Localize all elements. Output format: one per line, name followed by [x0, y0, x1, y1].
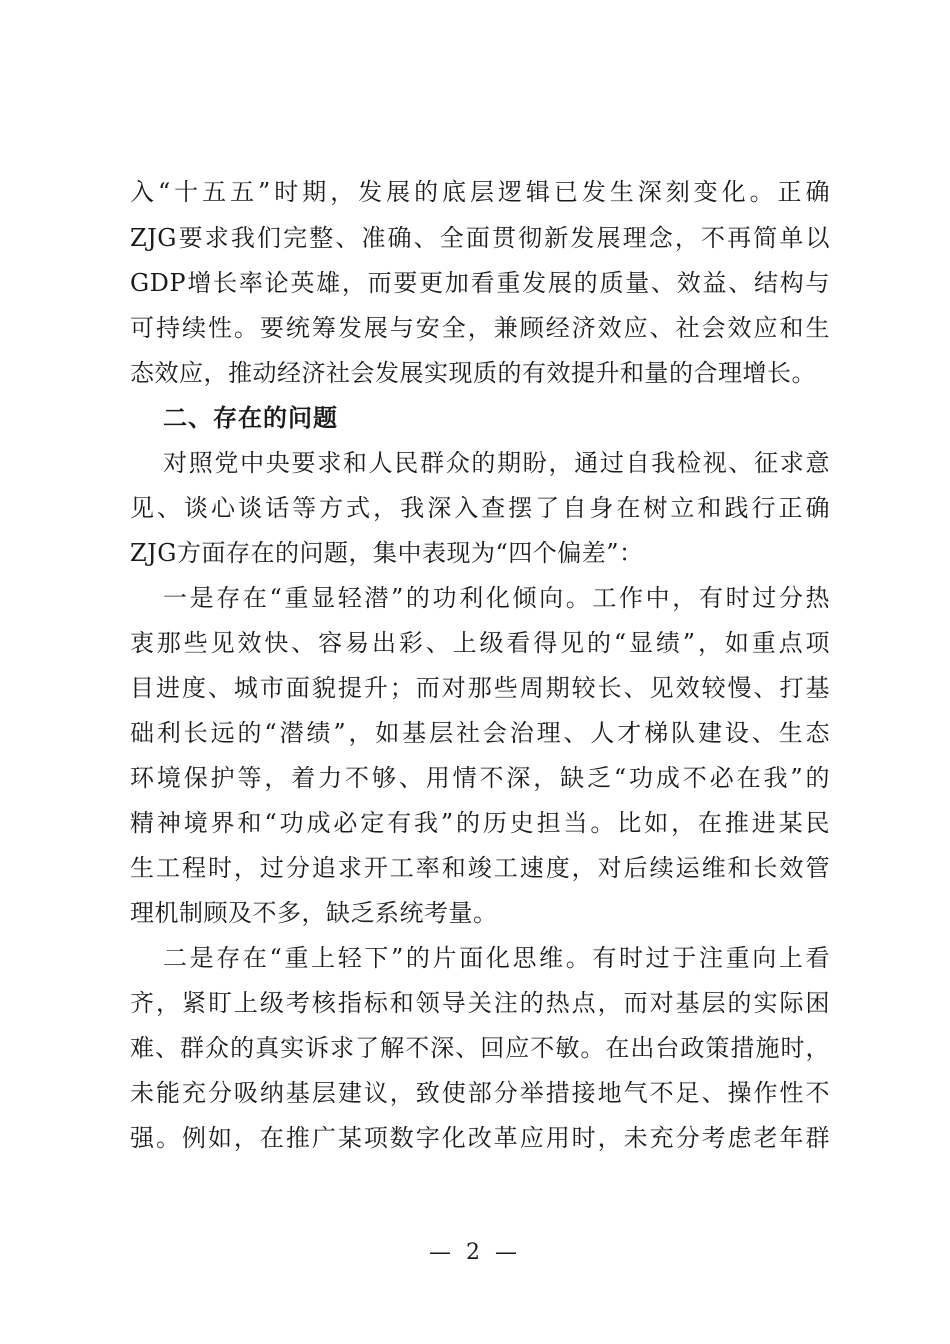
section-heading: 二、存在的问题 [163, 404, 338, 432]
paragraph-line: 见、谈心谈话等方式，我深入查摆了自身在树立和践行正确 [130, 494, 830, 522]
paragraph-line: 目进度、城市面貌提升；而对那些周期较长、见效较慢、打基 [130, 674, 830, 702]
paragraph-line: ZJG要求我们完整、准确、全面贯彻新发展理念，不再简单以 [130, 224, 830, 252]
paragraph-line: 可持续性。要统筹发展与安全，兼顾经济效应、社会效应和生 [130, 314, 830, 342]
paragraph-line: 难、群众的真实诉求了解不深、回应不敏。在出台政策措施时， [130, 1034, 830, 1062]
paragraph-line: 齐，紧盯上级考核指标和领导关注的热点，而对基层的实际困 [130, 989, 830, 1017]
paragraph-line: 态效应，推动经济社会发展实现质的有效提升和量的合理增长。 [130, 359, 816, 387]
paragraph-line: 环境保护等，着力不够、用情不深，缺乏“功成不必在我”的 [130, 764, 830, 792]
paragraph-line: GDP增长率论英雄，而要更加看重发展的质量、效益、结构与 [130, 269, 830, 297]
paragraph-line: 二是存在“重上轻下”的片面化思维。有时过于注重向上看 [163, 944, 830, 972]
paragraph-line: 一是存在“重显轻潜”的功利化倾向。工作中，有时过分热 [163, 584, 830, 612]
paragraph-line: 理机制顾及不多，缺乏系统考量。 [130, 899, 498, 927]
paragraph-line: 精神境界和“功成必定有我”的历史担当。比如，在推进某民 [130, 809, 830, 837]
paragraph-line: 生工程时，过分追求开工率和竣工速度，对后续运维和长效管 [130, 854, 830, 882]
paragraph-line: 入“十五五”时期，发展的底层逻辑已发生深刻变化。正确 [130, 178, 830, 206]
paragraph-line: ZJG方面存在的问题，集中表现为“四个偏差”： [130, 539, 644, 567]
paragraph-line: 对照党中央要求和人民群众的期盼，通过自我检视、征求意 [163, 449, 830, 477]
page-number: — 2 — [429, 1240, 521, 1265]
paragraph-line: 衷那些见效快、容易出彩、上级看得见的“显绩”，如重点项 [130, 629, 830, 657]
paragraph-line: 础利长远的“潜绩”，如基层社会治理、人才梯队建设、生态 [130, 719, 830, 747]
paragraph-line: 强。例如，在推广某项数字化改革应用时，未充分考虑老年群 [130, 1124, 830, 1152]
paragraph-line: 未能充分吸纳基层建议，致使部分举措接地气不足、操作性不 [130, 1079, 830, 1107]
